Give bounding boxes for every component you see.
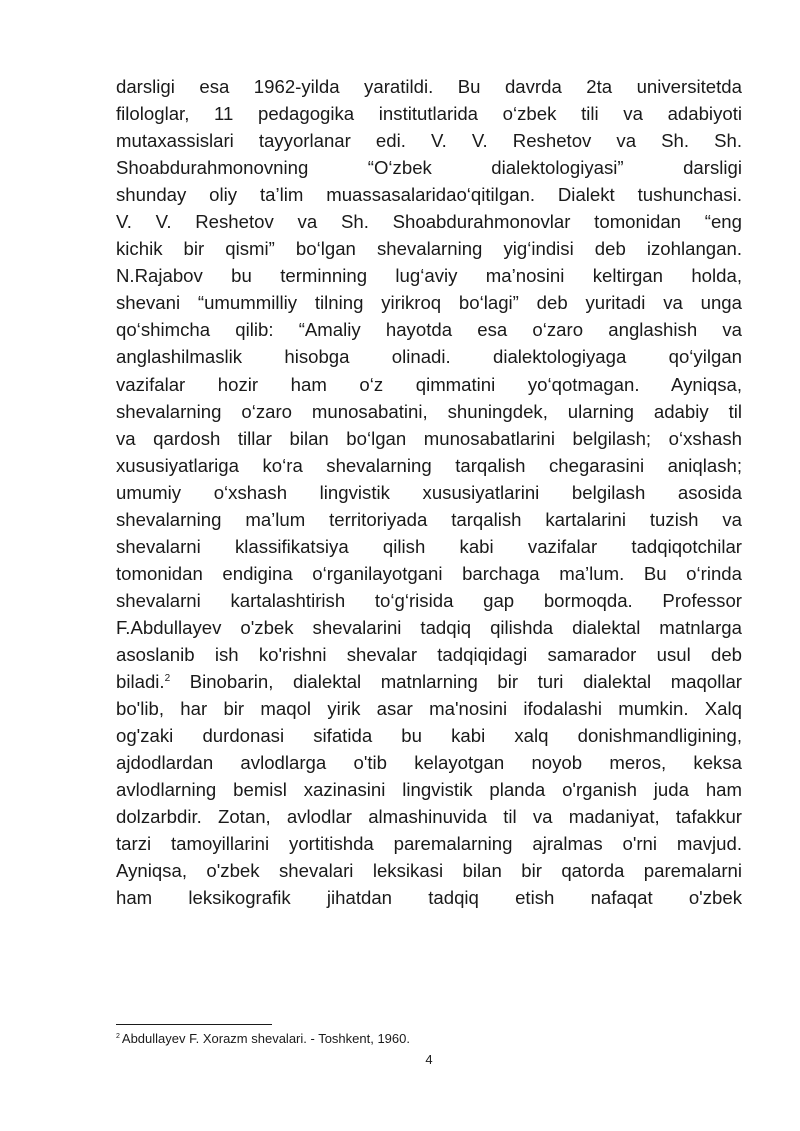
text-line-with-footnote [116, 668, 742, 695]
text-line: dolzarbdir. Zotan, avlodlar almashinuvida til va madaniyat, tafakkur [116, 806, 742, 828]
text-line: V. V. Reshetov va Sh. Shoabdurahmonovlar tomonidan “eng [116, 211, 742, 233]
text-line: tarzi tamoyillarini yortitishda paremalarning ajralmas o'rni mavjud. [116, 833, 742, 855]
text-line: kichik bir qismi” bo‘lgan shevalarning yig‘indisi deb izohlangan. [116, 238, 742, 260]
body-text [116, 73, 742, 911]
text-line: F.Abdullayev o'zbek shevalarini tadqiq qilishda dialektal matnlarga [116, 616, 742, 638]
text-line: bo'lib, har bir maqol yirik asar ma'nosini ifodalashi mumkin. Xalq [116, 698, 742, 720]
text-line: darsligi esa 1962-yilda yaratildi. Bu davrda 2ta universitetda [116, 76, 742, 97]
text-line: shevalarning ma’lum territoriyada tarqalish kartalarini tuzish va [116, 508, 742, 530]
text-line: avlodlarning bemisl xazinasini lingvistik planda o'rganish juda ham [116, 779, 742, 801]
text-fragment: Binobarin, dialektal matnlarning bir turi dialektal maqollar [170, 671, 742, 693]
text-line: umumiy o‘xshash lingvistik xususiyatlarini belgilash asosida [116, 481, 742, 503]
text-line: ajdodlardan avlodlarga o'tib kelayotgan noyob meros, keksa [116, 752, 742, 774]
text-line: mutaxassislari tayyorlanar edi. V. V. Reshetov va Sh. Sh. [116, 130, 742, 152]
text-line: Ayniqsa, o'zbek shevalari leksikasi bilan bir qatorda paremalarni [116, 860, 742, 882]
text-line: xususiyatlariga ko‘ra shevalarning tarqalish chegarasini aniqlash; [116, 454, 742, 476]
footnote-divider [116, 1024, 272, 1025]
text-line: asoslanib ish ko'rishni shevalar tadqiqidagi samarador usul deb [116, 643, 742, 665]
text-line: shevani “umummilliy tilning yirikroq bo‘lagi” deb yuritadi va unga [116, 292, 742, 314]
text-line: tomonidan endigina o‘rganilayotgani barchaga ma’lum. Bu o‘rinda [116, 562, 742, 584]
footnote-marker: 2 [116, 1033, 120, 1040]
text-line: Shoabdurahmonovning “O‘zbek dialektologiyasi” darsligi [116, 157, 742, 179]
text-line: filologlar, 11 pedagogika institutlarida o‘zbek tili va adabiyoti [116, 103, 742, 125]
text-line: shevalarni klassifikatsiya qilish kabi vazifalar tadqiqotchilar [116, 535, 742, 557]
text-line: og'zaki durdonasi sifatida bu kabi xalq donishmandligining, [116, 725, 742, 747]
text-fragment: biladi. [116, 671, 165, 693]
footnote-reference[interactable]: 2 [164, 673, 171, 685]
text-line: qo‘shimcha qilib: “Amaliy hayotda esa o‘zaro anglashish va [116, 319, 742, 341]
text-line: anglashilmaslik hisobga olinadi. dialektologiyaga qo‘yilgan [116, 346, 742, 368]
text-line: vazifalar hozir ham o‘z qimmatini yo‘qotmagan. Ayniqsa, [116, 373, 742, 395]
footnote [116, 1031, 742, 1047]
page-number: 4 [425, 1052, 433, 1067]
text-line: ham leksikografik jihatdan tadqiq etish nafaqat o'zbek [116, 887, 742, 909]
text-line: shunday oliy ta’lim muassasalaridao‘qitilgan. Dialekt tushunchasi. [116, 184, 742, 206]
text-line: shevalarning o‘zaro munosabatini, shuningdek, ularning adabiy til [116, 400, 742, 422]
text-line: N.Rajabov bu terminning lug‘aviy ma’nosini keltirgan holda, [116, 265, 742, 287]
text-line: shevalarni kartalashtirish to‘g‘risida gap bormoqda. Professor [116, 589, 742, 611]
text-line: va qardosh tillar bilan bo‘lgan munosabatlarini belgilash; o‘xshash [116, 427, 742, 449]
footnote-text: Abdullayev F. Xorazm shevalari. - Toshkent, 1960. [121, 1031, 410, 1046]
